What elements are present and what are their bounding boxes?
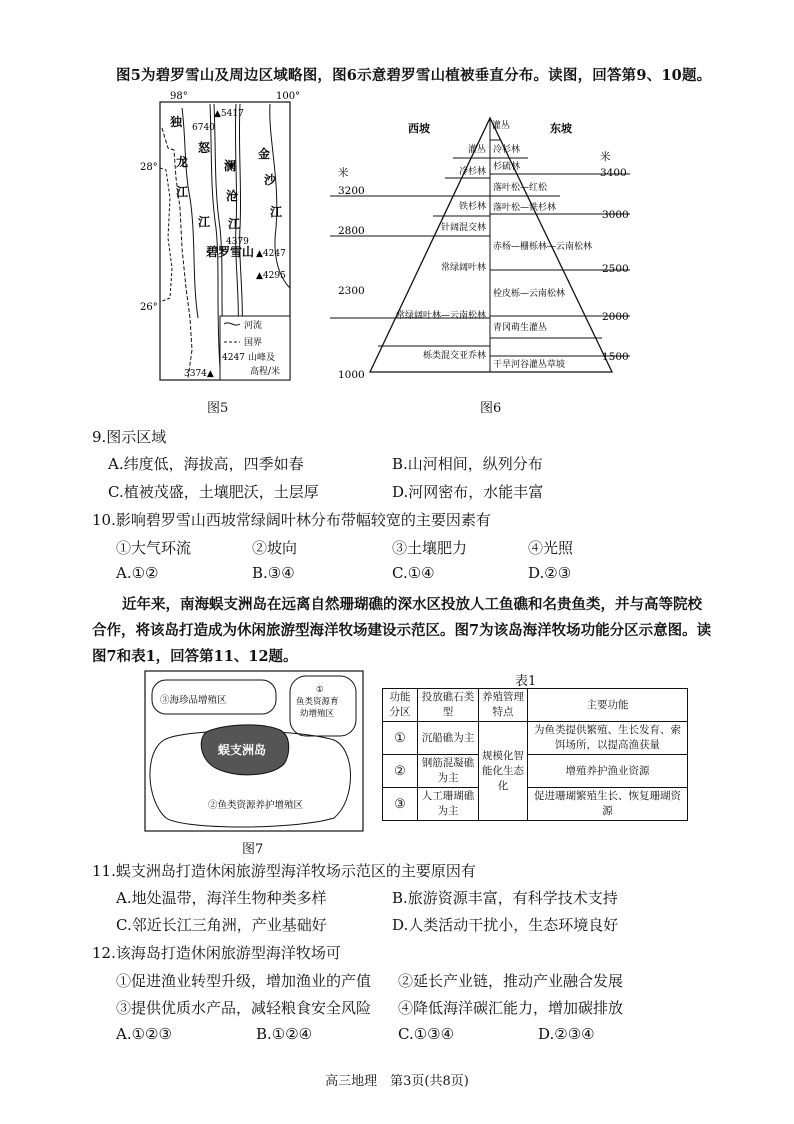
- river-label-jiang4: 江: [270, 205, 283, 219]
- lon-100-label: 100°: [276, 91, 300, 102]
- q11-stem: 11.蜈支洲岛打造休闲旅游型海洋牧场示范区的主要原因有: [92, 862, 476, 880]
- peak-4379: 4379: [226, 237, 249, 247]
- legend-peak-value: 4247: [222, 353, 245, 363]
- mountain-label: 碧罗雪山: [206, 245, 255, 259]
- east-zone-2: 落叶松—红松: [493, 183, 548, 193]
- th-mgmt: 养殖管理特点: [479, 689, 528, 722]
- west-elev-1000: 1000: [338, 369, 365, 381]
- q12-option-b: B.①②④: [256, 1025, 313, 1043]
- east-zone-labels: [493, 143, 592, 370]
- q11-option-d: D.人类活动干扰小，生态环境良好: [392, 916, 619, 934]
- east-elev-3400: 3400: [600, 167, 627, 179]
- table-row: [383, 788, 688, 821]
- river-label-nu: 怒: [198, 141, 211, 155]
- row-func: 促进珊瑚繁殖生长、恢复珊瑚资源: [528, 788, 688, 821]
- east-zone-0: 冷杉林: [493, 145, 521, 155]
- q9-stem: 9.图示区域: [92, 428, 167, 446]
- legend-border-label: 国界: [244, 338, 263, 348]
- east-elevation-labels: [600, 150, 629, 363]
- table-row: [383, 722, 688, 755]
- table-1-title: 表1: [515, 674, 537, 689]
- peak-3374: 3374▲: [184, 369, 214, 379]
- legend-river-label: 河流: [244, 321, 263, 331]
- map-legend: [220, 316, 290, 380]
- lon-98-label: 98°: [170, 91, 188, 102]
- intro-text: 图5为碧罗雪山及周边区域略图，图6示意碧罗雪山植被垂直分布。读图，回答第9、10题。: [116, 67, 712, 84]
- peak-5417: ▲5417: [214, 109, 244, 119]
- row-reef: 人工珊瑚礁为主: [418, 788, 479, 821]
- west-zone-0: 灌丛: [467, 145, 486, 155]
- row-func: 为鱼类提供繁殖、生长发育、索饵场所，以提高渔获量: [528, 722, 688, 755]
- q12-stem: 12.该海岛打造休闲旅游型海洋牧场可: [92, 944, 341, 962]
- river-dulong: [182, 108, 198, 318]
- q10-item-2: ②坡向: [252, 539, 298, 557]
- border-region: [160, 168, 172, 302]
- east-zone-6: 青冈萌生灌丛: [493, 323, 548, 333]
- q11-option-a: A.地处温带，海洋生物种类多样: [116, 889, 327, 907]
- figure-5-caption: 图5: [207, 401, 229, 416]
- west-zone-6: 栎类混交亚乔林: [422, 351, 486, 361]
- legend-peak-text2: 高程/米: [250, 367, 281, 377]
- lat-28-label: 28°: [140, 162, 158, 173]
- q12-option-d: D.②③④: [538, 1025, 595, 1043]
- q12-option-a: A.①②③: [116, 1025, 172, 1043]
- zone-1-label-l3: 幼增殖区: [300, 709, 335, 719]
- row-reef: 沉船礁为主: [418, 722, 479, 755]
- west-zone-labels: [396, 143, 486, 361]
- west-slope-label: 西坡: [408, 122, 430, 135]
- river-label-lan: 澜: [224, 159, 237, 173]
- east-elev-1500: 1500: [602, 351, 629, 363]
- east-elev-3000: 3000: [602, 209, 629, 221]
- th-func: 主要功能: [528, 689, 688, 722]
- q9-option-b: B.山河相间，纵列分布: [392, 455, 543, 473]
- legend-peak-text: 山峰及: [248, 353, 276, 363]
- th-zone: 功能分区: [383, 689, 418, 722]
- q12-item-4: ④降低海洋碳汇能力，增加碳排放: [398, 999, 624, 1017]
- table-row: [383, 755, 688, 788]
- peak-6740: 6740: [192, 123, 215, 133]
- east-elev-2000: 2000: [602, 311, 629, 323]
- west-elev-3200: 3200: [338, 185, 365, 197]
- river-label-jin: 金: [258, 147, 271, 161]
- peak-4247: ▲4247: [256, 249, 286, 259]
- zone-1-label-l1: ①: [316, 685, 324, 695]
- river-labels: [169, 114, 283, 231]
- river-label-jiang1: 江: [176, 185, 189, 199]
- th-reef: 投放礁石类型: [418, 689, 479, 722]
- west-elevation-labels: [338, 166, 365, 381]
- west-zone-1: 冷杉林: [458, 167, 486, 177]
- figure-6-caption: 图6: [480, 401, 502, 416]
- figure-7-caption: 图7: [242, 842, 264, 857]
- row-zone: ③: [383, 788, 418, 821]
- river-label-du: 独: [170, 115, 183, 129]
- river-label-long: 龙: [176, 155, 189, 169]
- q10-option-d: D.②③: [528, 564, 572, 582]
- q10-stem: 10.影响碧罗雪山西坡常绿阔叶林分布带幅较宽的主要因素有: [92, 511, 491, 529]
- page-footer: 高三地理 第3页(共8页): [325, 1074, 469, 1089]
- lat-26-label: 26°: [140, 302, 158, 313]
- river-label-sha: 沙: [264, 173, 277, 187]
- river-label-cang: 沧: [226, 189, 239, 203]
- west-unit: 米: [338, 167, 349, 179]
- row-mgmt: 规模化智能化生态化: [479, 722, 528, 821]
- west-elev-2800: 2800: [338, 225, 365, 237]
- q10-item-4: ④光照: [528, 539, 574, 557]
- q9-option-a: A.纬度低，海拔高，四季如春: [108, 455, 304, 473]
- q10-option-b: B.③④: [252, 564, 295, 582]
- west-zone-4: 常绿阔叶林: [440, 263, 486, 273]
- q9-option-c: C.植被茂盛，土壤肥沃，土层厚: [108, 483, 319, 501]
- island-label: 蜈支洲岛: [218, 743, 267, 757]
- q10-option-c: C.①④: [392, 564, 435, 582]
- q12-item-3: ③提供优质水产品，减轻粮食安全风险: [116, 999, 372, 1017]
- east-zone-7: 干旱河谷灌丛草坡: [493, 360, 566, 370]
- east-zone-4: 赤杨—栅栎林—云南松林: [493, 242, 593, 252]
- row-zone: ②: [383, 755, 418, 788]
- east-zone-1: 杉硫林: [493, 162, 521, 172]
- zone-2-label: ②鱼类资源养护增殖区: [208, 800, 304, 811]
- peak-4295: ▲4295: [256, 271, 286, 281]
- river-jinsha: [270, 104, 290, 288]
- row-reef: 钢筋混凝礁为主: [418, 755, 479, 788]
- zone-3-label: ③海珍品增殖区: [160, 695, 227, 706]
- figure-6-pyramid: [330, 112, 640, 382]
- river-label-jiang3: 江: [228, 217, 241, 231]
- river-label-jiang2: 江: [198, 215, 211, 229]
- east-elev-2500: 2500: [602, 263, 629, 275]
- east-unit: 米: [600, 151, 611, 163]
- q11-option-b: B.旅游资源丰富，有科学技术支持: [392, 889, 618, 907]
- q9-option-d: D.河网密布，水能丰富: [392, 483, 544, 501]
- east-zone-5: 栓皮栎—云南松林: [493, 289, 566, 299]
- q12-item-1: ①促进渔业转型升级，增加渔业的产值: [116, 972, 372, 990]
- west-elev-2300: 2300: [338, 285, 365, 297]
- east-zone-3: 落叶松—铁杉林: [493, 203, 557, 213]
- q10-item-1: ①大气环流: [116, 539, 192, 557]
- q12-item-2: ②延长产业链，推动产业融合发展: [398, 972, 624, 990]
- table-1: [382, 688, 688, 821]
- west-zone-3: 针阔混交林: [440, 223, 486, 233]
- q12-option-c: C.①③④: [398, 1025, 455, 1043]
- west-zone-5: 常绿阔叶林—云南松林: [395, 311, 486, 321]
- east-slope-label: 东坡: [550, 122, 572, 135]
- q11-option-c: C.邻近长江三角洲，产业基础好: [116, 916, 327, 934]
- top-shrub-label: 灌丛: [492, 121, 511, 131]
- row-func: 增殖养护渔业资源: [528, 755, 688, 788]
- paragraph-intro-q11: 近年来，南海蜈支洲岛在远离自然珊瑚礁的深水区投放人工鱼礁和名贵鱼类，并与高等院校合作，将该岛打造成为休闲旅游型海洋牧场建设示范区。图7为该岛海洋牧场功能分区示意图。读图7和表1，回答第11、12题。: [92, 596, 712, 665]
- row-zone: ①: [383, 722, 418, 755]
- zone-1-label-l2: 鱼类资源育: [296, 697, 339, 707]
- figure-5-map: [140, 88, 300, 384]
- figure-7-zoning: [144, 670, 364, 832]
- west-zone-2: 铁杉林: [458, 202, 486, 212]
- q10-item-3: ③土壤肥力: [392, 539, 468, 557]
- q10-option-a: A.①②: [116, 564, 159, 582]
- table-header-row: [383, 689, 688, 722]
